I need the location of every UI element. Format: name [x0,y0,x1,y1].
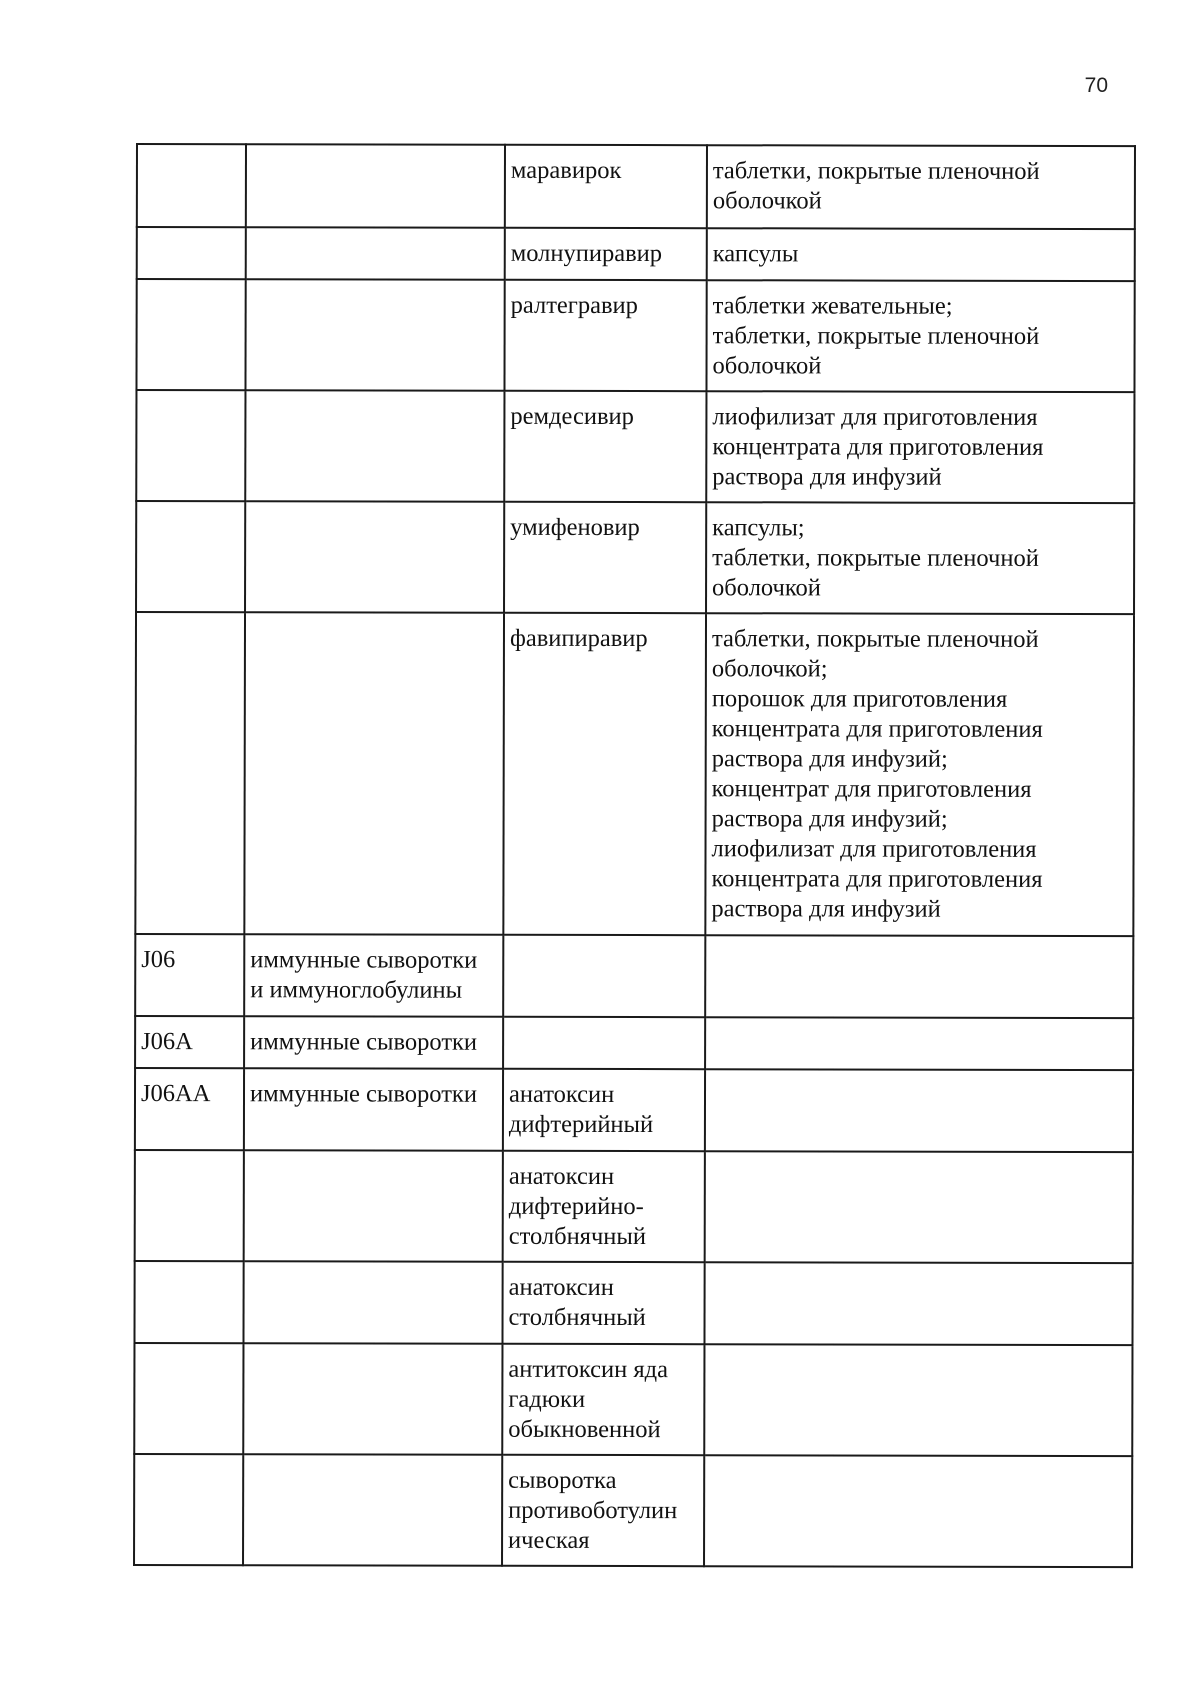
group-name-cell [243,1454,502,1566]
group-name-cell [246,144,505,228]
group-name-cell [243,1343,502,1455]
table-row [136,390,1134,503]
atc-code-cell [136,390,245,501]
atc-code-cell [135,612,245,934]
table-row [134,1454,1132,1567]
group-name-cell: иммунные сыворотки [244,1068,503,1151]
dosage-form-cell: капсулы [707,228,1135,281]
group-name-cell [245,501,504,613]
group-name-cell [245,279,504,391]
atc-code-cell [137,227,246,279]
dosage-form-cell: капсулы; таблетки, покрытые пленочной оболочкой [706,502,1134,614]
atc-code-cell: J06AA [135,1068,244,1150]
table-row [134,1261,1132,1345]
dosage-form-cell [705,1151,1133,1263]
group-name-cell [244,612,504,935]
atc-code-cell [134,1454,243,1565]
group-name-cell [246,227,505,280]
group-name-cell [244,1150,503,1262]
drug-name-cell: анатоксин дифтерийно- столбнячный [503,1151,705,1262]
dosage-form-cell [705,1069,1133,1152]
table-row [135,934,1133,1018]
drug-name-cell: ралтегравир [504,280,706,391]
table-row [135,1068,1133,1152]
table-row [137,227,1135,281]
table-row [136,501,1134,614]
dosage-form-cell: таблетки, покрытые пленочной оболочкой; порошок для приготовления концентрата для приготовления раствора для инфузий; концентрат для приготовления раствора для инфузий; лиофилизат для приготовления концентрата для приготовления раствора для инфузий [705,613,1134,936]
dosage-form-cell [705,935,1133,1018]
table-row [135,1016,1133,1070]
dosage-form-cell [705,1017,1133,1070]
drug-name-cell: умифеновир [504,502,706,613]
group-name-cell: иммунные сыворотки и иммуноглобулины [244,934,503,1017]
drug-name-cell [503,1017,705,1069]
dosage-form-cell [704,1344,1132,1456]
atc-code-cell: J06A [135,1016,244,1068]
table-row [134,1343,1132,1456]
drug-name-cell: маравирок [505,145,707,228]
drug-classification-table [133,143,1136,1568]
atc-code-cell: J06 [135,934,244,1016]
drug-name-cell: анатоксин столбнячный [502,1262,704,1344]
atc-code-cell [134,1261,243,1343]
table-row [135,1150,1133,1263]
group-name-cell [243,1261,502,1344]
drug-name-cell: ремдесивир [504,391,706,502]
table-row [136,279,1134,392]
atc-code-cell [137,144,246,227]
drug-name-cell: молнупиравир [505,228,707,280]
dosage-form-cell [704,1262,1132,1345]
drug-name-cell: фавипиравир [503,613,706,935]
drug-name-cell: сыворотка противоботулин ическая [502,1455,704,1566]
table-row [135,612,1134,936]
group-name-cell: иммунные сыворотки [244,1016,503,1069]
atc-code-cell [136,501,245,612]
dosage-form-cell [704,1455,1132,1567]
atc-code-cell [135,1150,244,1261]
dosage-form-cell: таблетки, покрытые пленочной оболочкой [707,145,1135,229]
drug-name-cell: анатоксин дифтерийный [503,1069,705,1151]
dosage-form-cell: лиофилизат для приготовления концентрата для приготовления раствора для инфузий [706,391,1134,503]
dosage-form-cell: таблетки жевательные; таблетки, покрытые пленочной оболочкой [706,280,1134,392]
group-name-cell [245,390,504,502]
table-row [137,144,1135,229]
drug-name-cell: антитоксин яда гадюки обыкновенной [502,1344,704,1455]
atc-code-cell [134,1343,243,1454]
drug-name-cell [503,935,705,1017]
page-number: 70 [1084,74,1108,97]
atc-code-cell [136,279,245,390]
